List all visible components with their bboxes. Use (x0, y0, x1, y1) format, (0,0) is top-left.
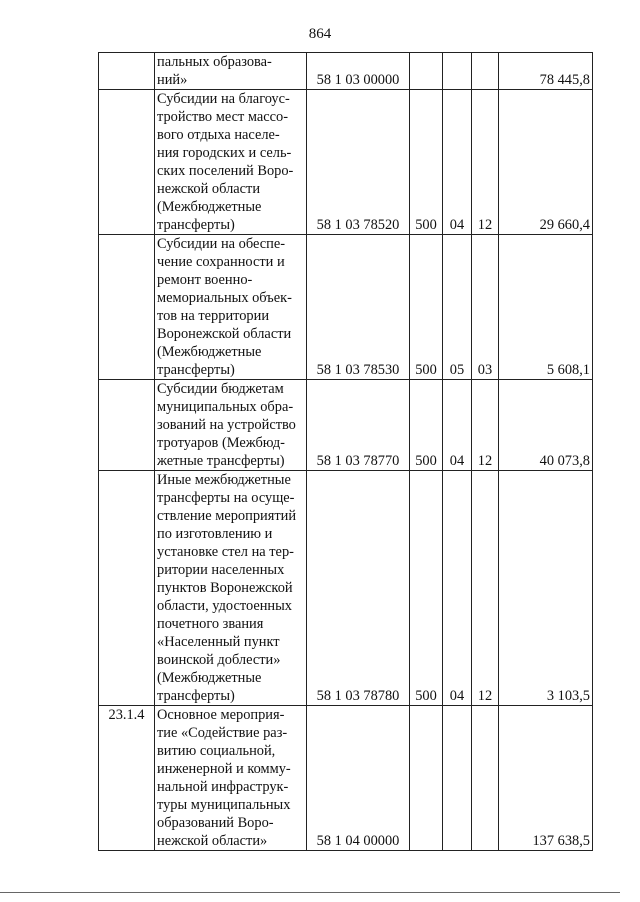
section-cell: 05 (443, 235, 472, 380)
item-name-line: жетные трансферты) (157, 453, 285, 469)
expense-type-cell (410, 53, 443, 90)
item-name-line: Субсидии на обеспе- (157, 236, 286, 252)
item-name-line: инженерной и комму- (157, 761, 291, 777)
amount-cell: 40 073,8 (499, 380, 593, 471)
item-name-line: (Межбюджетные (157, 199, 262, 215)
item-name-line: области, удостоенных (157, 598, 292, 614)
section-cell: 04 (443, 471, 472, 706)
item-name-line: витию социальной, (157, 743, 276, 759)
bottom-divider (0, 892, 620, 893)
item-name-line: (Межбюджетные (157, 344, 262, 360)
item-name-line: трансферты) (157, 217, 235, 233)
item-name-cell (155, 706, 307, 851)
item-name-line: пальных образова- (157, 54, 272, 70)
item-name-cell (155, 235, 307, 380)
item-name-line: трансферты) (157, 688, 235, 704)
amount-cell: 137 638,5 (499, 706, 593, 851)
item-name-cell (155, 380, 307, 471)
item-name-line: Субсидии бюджетам (157, 381, 284, 397)
expense-type-cell: 500 (410, 471, 443, 706)
item-name-line: зований на устройство (157, 417, 296, 433)
section-cell: 04 (443, 380, 472, 471)
item-name-line: по изготовлению и (157, 526, 273, 542)
item-name-line: почетного звания (157, 616, 264, 632)
item-name-line: образований Воро- (157, 815, 274, 831)
item-name-line: чение сохранности и (157, 254, 285, 270)
row-number-cell (99, 471, 155, 706)
row-number-cell (99, 90, 155, 235)
table-row (99, 471, 593, 706)
table-row (99, 380, 593, 471)
item-name-line: мемориальных объек- (157, 290, 292, 306)
row-number-cell (99, 235, 155, 380)
table-row (99, 53, 593, 90)
item-name-line: тов на территории (157, 308, 270, 324)
item-name-line: Иные межбюджетные (157, 472, 291, 488)
expense-type-cell: 500 (410, 380, 443, 471)
table-row (99, 706, 593, 851)
item-name-line: ния городских и сель- (157, 145, 292, 161)
item-name-line: вого отдыха населе- (157, 127, 280, 143)
section-cell (443, 53, 472, 90)
subsection-cell (472, 53, 499, 90)
section-cell: 04 (443, 90, 472, 235)
item-name-line: воинской доблести» (157, 652, 281, 668)
item-name-line: тие «Содействие раз- (157, 725, 288, 741)
item-name-line: ствление мероприятий (157, 508, 297, 524)
item-name-line: ний» (157, 72, 188, 88)
amount-cell: 5 608,1 (499, 235, 593, 380)
budget-code-cell: 58 1 03 78780 (307, 471, 410, 706)
budget-table (98, 52, 593, 851)
budget-code-cell: 58 1 03 78530 (307, 235, 410, 380)
item-name-cell (155, 53, 307, 90)
item-name-line: нежской области (157, 181, 261, 197)
item-name-line: тротуаров (Межбюд- (157, 435, 285, 451)
subsection-cell: 12 (472, 471, 499, 706)
item-name-line: Субсидии на благоус- (157, 91, 290, 107)
amount-cell: 29 660,4 (499, 90, 593, 235)
item-name-line: Основное мероприя- (157, 707, 285, 723)
item-name-line: нальной инфраструк- (157, 779, 289, 795)
budget-code-cell: 58 1 04 00000 (307, 706, 410, 851)
budget-table-body (99, 53, 593, 851)
item-name-line: «Населенный пункт (157, 634, 280, 650)
subsection-cell: 12 (472, 90, 499, 235)
amount-cell: 3 103,5 (499, 471, 593, 706)
section-cell (443, 706, 472, 851)
item-name-line: туры муниципальных (157, 797, 291, 813)
table-row (99, 235, 593, 380)
budget-code-cell: 58 1 03 78520 (307, 90, 410, 235)
item-name-line: трансферты) (157, 362, 235, 378)
item-name-line: (Межбюджетные (157, 670, 262, 686)
subsection-cell: 03 (472, 235, 499, 380)
amount-cell: 78 445,8 (499, 53, 593, 90)
item-name-line: трансферты на осуще- (157, 490, 295, 506)
expense-type-cell: 500 (410, 90, 443, 235)
subsection-cell (472, 706, 499, 851)
subsection-cell: 12 (472, 380, 499, 471)
item-name-cell (155, 90, 307, 235)
row-number-cell (99, 53, 155, 90)
item-name-cell (155, 471, 307, 706)
item-name-line: ритории населенных (157, 562, 285, 578)
item-name-line: установке стел на тер- (157, 544, 294, 560)
item-name-line: пунктов Воронежской (157, 580, 293, 596)
row-number-cell: 23.1.4 (99, 706, 155, 851)
row-number-cell (99, 380, 155, 471)
expense-type-cell (410, 706, 443, 851)
budget-code-cell: 58 1 03 00000 (307, 53, 410, 90)
table-row (99, 90, 593, 235)
item-name-line: нежской области» (157, 833, 268, 849)
expense-type-cell: 500 (410, 235, 443, 380)
item-name-line: ских поселений Воро- (157, 163, 294, 179)
item-name-line: Воронежской области (157, 326, 292, 342)
item-name-line: муниципальных обра- (157, 399, 294, 415)
budget-code-cell: 58 1 03 78770 (307, 380, 410, 471)
page-number: 864 (308, 26, 332, 42)
item-name-line: тройство мест массо- (157, 109, 289, 125)
item-name-line: ремонт военно- (157, 272, 253, 288)
